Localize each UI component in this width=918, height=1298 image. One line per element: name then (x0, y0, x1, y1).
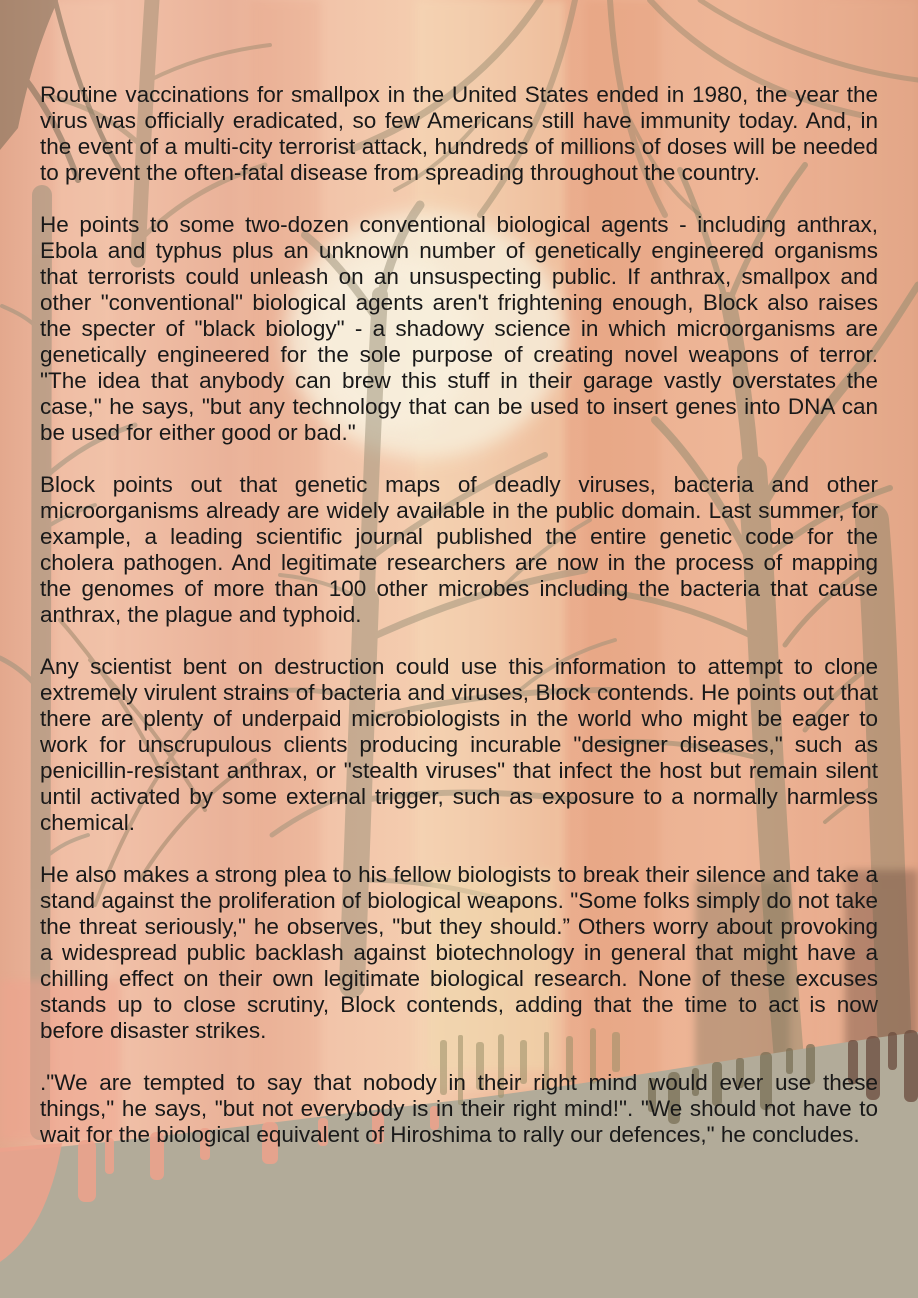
paragraph-genetic-maps: Block points out that genetic maps of deadly viruses, bacteria and other microorganisms already are widely available in the public domain. Last summer, for example, a leading scientific journal published the entire genetic code for the cholera pathogen. And legitimate researchers are now in the process of mapping the genomes of more than 100 other microbes including the bacteria that cause anthrax, the plague and typhoid. (40, 472, 878, 627)
paragraph-biological-agents: He points to some two-dozen conventional biological agents - including anthrax, Ebola and typhus plus an unknown number of genetically engineered organisms that terrorists could unleash on an unsuspecting public. If anthrax, smallpox and other "conventional" biological agents aren't frightening enough, Block also raises the specter of "black biology" - a shadowy science in which microorganisms are genetically engineered for the sole purpose of creating novel weapons of terror. "The idea that anybody can brew this stuff in their garage vastly overstates the case," he says, "but any technology that can be used to insert genes into DNA can be used for either good or bad." (40, 212, 878, 445)
paragraph-plea-to-biologists: He also makes a strong plea to his fellow biologists to break their silence and take a stand against the proliferation of biological weapons. "Some folks simply do not take the threat seriously," he observes, "but they should.” Others worry about provoking a widespread public backlash against biotechnology in general that might have a chilling effect on their own legitimate biological research. None of these excuses stands up to close scrutiny, Block contends, adding that the time to act is now before disaster strikes. (40, 862, 878, 1043)
paragraph-conclusion: ."We are tempted to say that nobody in their right mind would ever use these things," he says, "but not everybody is in their right mind!". "We should not have to wait for the biological equivalent of Hiroshima to rally our defences," he concludes. (40, 1070, 878, 1147)
article-text (40, 82, 878, 1148)
paragraph-designer-diseases: Any scientist bent on destruction could use this information to attempt to clone extremely virulent strains of bacteria and viruses, Block contends. He points out that there are plenty of underpaid microbiologists in the world who might be eager to work for unscrupulous clients producing incurable "designer diseases," such as penicillin-resistant anthrax, or "stealth viruses" that infect the host but remain silent until activated by some external trigger, such as exposure to a normally harmless chemical. (40, 654, 878, 835)
paragraph-smallpox-vaccinations: Routine vaccinations for smallpox in the United States ended in 1980, the year the virus was officially eradicated, so few Americans still have immunity today. And, in the event of a multi-city terrorist attack, hundreds of millions of doses will be needed to prevent the often-fatal disease from spreading throughout the country. (40, 82, 878, 185)
